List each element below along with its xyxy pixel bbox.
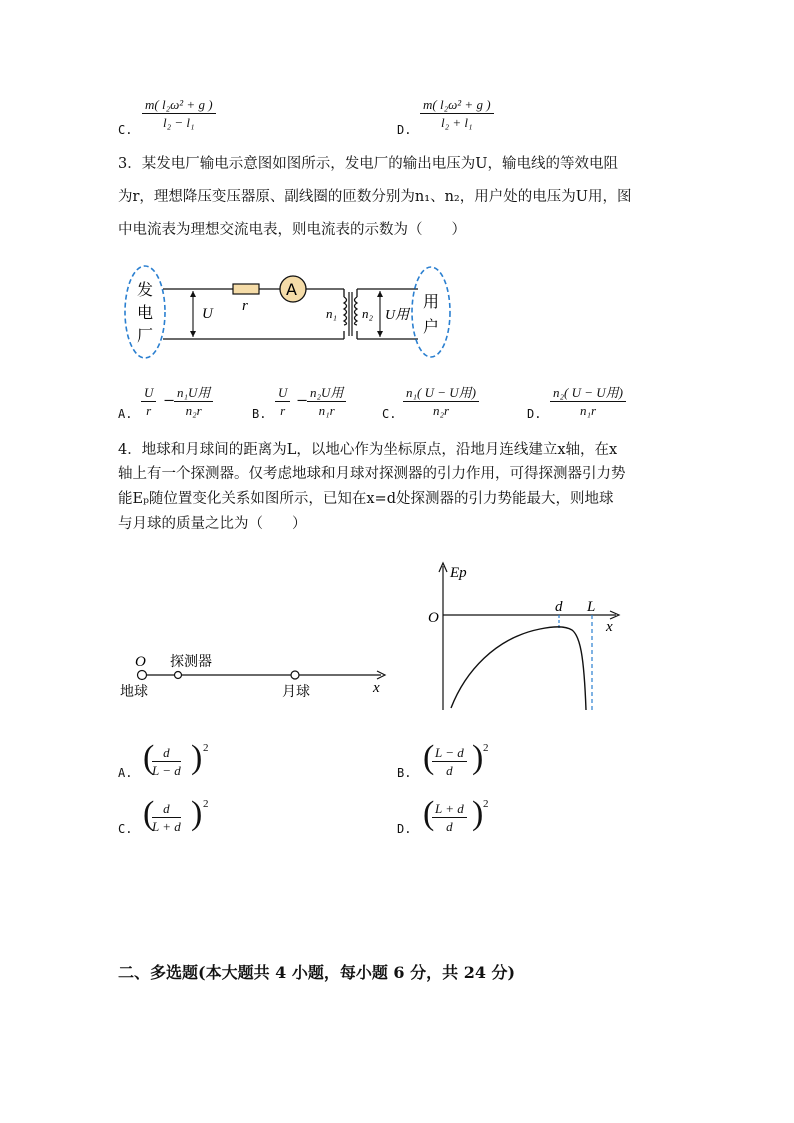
earth-point — [138, 671, 147, 680]
q4-line-4: 与月球的质量之比为（ ） — [118, 516, 307, 532]
origin-label: O — [135, 654, 146, 670]
q4-option-a-fraction — [152, 746, 181, 777]
close-paren: ) — [191, 739, 203, 776]
ep-curve — [451, 627, 586, 710]
q4-potential-energy-graph — [420, 560, 630, 715]
moon-point — [291, 671, 299, 679]
fraction-numerator: L + d — [432, 802, 467, 818]
fraction-denominator: r — [280, 403, 286, 418]
fraction-numerator: d — [152, 802, 181, 818]
q4-option-d-fraction — [432, 802, 467, 833]
q3-line-2: 为r，理想降压变压器原、副线圈的匝数分别为n₁、n₂，用户处的电压为U用，图 — [118, 189, 632, 205]
fraction-denominator: n₂r — [432, 403, 450, 418]
q3-option-b-term2 — [307, 386, 346, 417]
q4-line-1: 4．地球和月球间的距离为L，以地心作为坐标原点，沿地月连线建立x轴，在x — [118, 442, 618, 458]
open-paren: ( — [423, 795, 435, 832]
q2-option-c-label: C. — [118, 123, 133, 137]
q3-option-b-term1 — [275, 386, 290, 417]
q2-option-d-label: D. — [397, 123, 412, 137]
q4-option-c-label: C. — [118, 822, 133, 836]
resistor-r-label: r — [242, 298, 248, 314]
fraction-denominator: d — [446, 819, 453, 834]
q3-circuit-diagram — [118, 262, 468, 362]
q2-option-d-fraction — [420, 98, 494, 129]
voltage-u-label: U — [202, 306, 213, 322]
primary-coil — [344, 297, 347, 325]
fraction-numerator: L − d — [432, 746, 467, 762]
q3-option-a-term1 — [141, 386, 156, 417]
probe-label: 探测器 — [170, 654, 212, 670]
q4-option-d-label: D. — [397, 822, 412, 836]
q4-line-3: 能Eₚ随位置变化关系如图所示，已知在x=d处探测器的引力势能最大，则地球 — [118, 491, 614, 507]
n2-label: n₂ — [362, 306, 374, 321]
fraction-numerator: n₂( U − U用) — [550, 386, 626, 402]
minus-sign: − — [296, 393, 309, 409]
graph-origin-label: O — [428, 610, 439, 626]
fraction-denominator: n₁r — [579, 403, 597, 418]
q3-option-c-fraction — [403, 386, 479, 417]
ep-axis-label: Ep — [450, 565, 467, 581]
earth-label: 地球 — [120, 684, 148, 700]
fraction-denominator: r — [146, 403, 152, 418]
q3-option-a-term2 — [174, 386, 213, 417]
close-paren: ) — [191, 795, 203, 832]
exponent: 2 — [203, 742, 209, 754]
fraction-numerator: m( l₂ω² + g ) — [142, 98, 216, 114]
moon-label: 月球 — [282, 684, 310, 700]
open-paren: ( — [143, 795, 155, 832]
x-axis-label: x — [373, 680, 380, 696]
exponent: 2 — [203, 798, 209, 810]
fraction-denominator: l₂ + l₁ — [440, 115, 473, 130]
fraction-numerator: U — [275, 386, 290, 402]
secondary-coil — [355, 297, 358, 325]
fraction-denominator: n₂r — [185, 403, 202, 418]
exponent: 2 — [483, 742, 489, 754]
minus-sign: − — [163, 393, 176, 409]
fraction-numerator: n₁U用 — [174, 386, 213, 402]
q2-option-c-fraction — [142, 98, 216, 129]
q4-option-b-label: B. — [397, 766, 412, 780]
fraction-numerator: d — [152, 746, 181, 762]
open-paren: ( — [423, 739, 435, 776]
fraction-denominator: n₁r — [318, 403, 335, 418]
user-ellipse — [412, 267, 450, 357]
q3-option-c-label: C. — [382, 407, 397, 421]
open-paren: ( — [143, 739, 155, 776]
q3-option-d-label: D. — [527, 407, 542, 421]
q3-line-3: 中电流表为理想交流电表，则电流表的示数为（ ） — [118, 222, 466, 238]
fraction-numerator: n₁( U − U用) — [403, 386, 479, 402]
q4-option-c-fraction — [152, 802, 181, 833]
q3-option-d-fraction — [550, 386, 626, 417]
q3-line-1: 3．某发电厂输电示意图如图所示，发电厂的输出电压为U，输电线的等效电阻 — [118, 156, 618, 172]
fraction-denominator: L + d — [152, 819, 181, 834]
plant-char-2: 电 — [137, 303, 154, 322]
fraction-numerator: n₂U用 — [307, 386, 346, 402]
L-label: L — [587, 599, 596, 615]
ammeter-label: A — [286, 280, 297, 299]
user-char-1: 用 — [423, 292, 440, 311]
fraction-numerator: U — [141, 386, 156, 402]
fraction-numerator: m( l₂ω² + g ) — [420, 98, 494, 114]
fraction-denominator: l₂ − l₁ — [162, 115, 195, 130]
fraction-denominator: L − d — [152, 763, 181, 778]
q4-option-b-fraction — [432, 746, 467, 777]
q4-earth-moon-axis — [115, 648, 395, 708]
plant-char-3: 厂 — [137, 326, 154, 345]
probe-point — [175, 672, 182, 679]
fraction-denominator: d — [446, 763, 453, 778]
graph-x-label: x — [606, 619, 613, 635]
close-paren: ) — [472, 739, 484, 776]
plant-char-1: 发 — [137, 280, 154, 299]
section-2-heading: 二、多选题(本大题共 4 小题，每小题 6 分，共 24 分) — [118, 963, 516, 982]
d-label: d — [555, 599, 563, 615]
exponent: 2 — [483, 798, 489, 810]
user-char-2: 户 — [423, 317, 440, 336]
close-paren: ) — [472, 795, 484, 832]
resistor-r — [233, 284, 259, 294]
q4-line-2: 轴上有一个探测器。仅考虑地球和月球对探测器的引力作用，可得探测器引力势 — [118, 466, 626, 482]
n1-label: n₁ — [326, 306, 338, 321]
user-voltage-label: U用 — [385, 308, 410, 323]
q3-option-b-label: B. — [252, 407, 267, 421]
q4-option-a-label: A. — [118, 766, 133, 780]
q3-option-a-label: A. — [118, 407, 133, 421]
